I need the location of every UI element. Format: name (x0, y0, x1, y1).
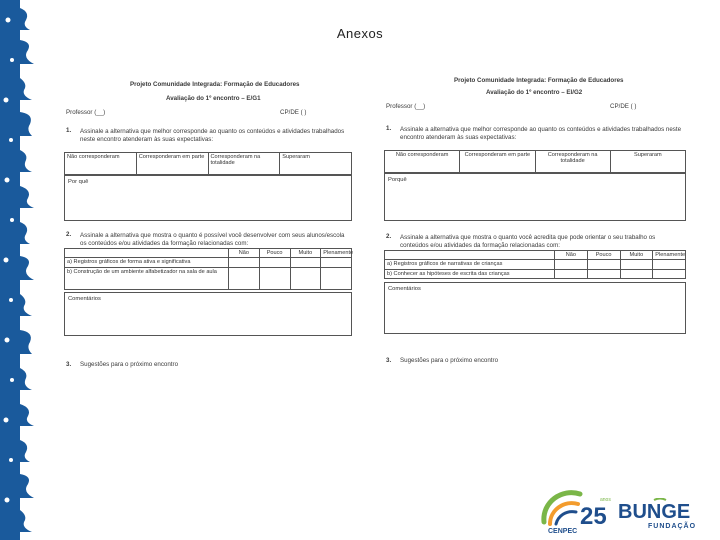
question-2-table (64, 248, 352, 290)
option-cell: Superaram (280, 153, 352, 175)
comments-label: Comentários (388, 286, 421, 292)
professor-field: Professor (__) (66, 109, 106, 116)
option-cell: Corresponderam na totalidade (208, 153, 280, 175)
question-2-text: Assinale a alternativa que mostra o quanto é possível você desenvolver com seus alunos/escola os conteúdos e/ou atividades da formação relacionadas com: (80, 232, 345, 248)
question-number: 1. (386, 125, 392, 132)
column-header: Plenamente (653, 251, 686, 260)
question-3-text: Sugestões para o próximo encontro (400, 357, 499, 364)
question-2-text: Assinale a alternativa que mostra o quanto você acredita que pode orientar o seu trabalho os conteúdos e/ou atividades da formação relacionadas com: (400, 234, 656, 250)
row-text: Conhecer as hipóteses de escrita das crianças (393, 270, 510, 277)
bunge-sub: FUNDAÇÃO (648, 523, 697, 530)
form-subheader: Avaliação do 1º encontro – EI/G2 (486, 89, 583, 96)
question-1-table (64, 152, 352, 175)
row-text: Construção de um ambiente alfabetizador na sala de aula (73, 268, 217, 275)
option-cell: Corresponderam na totalidade (535, 151, 610, 173)
table-row (65, 258, 352, 267)
column-header: Muito (620, 251, 653, 260)
column-header: Não (229, 249, 260, 258)
cenpec-number: 25 (580, 503, 607, 530)
comments-label: Comentários (68, 296, 101, 302)
question-1-text: Assinale a alternativa que melhor corresponde ao quanto os conteúdos e atividades trabalhados neste encontro atenderam às suas expectativas: (400, 126, 682, 142)
question-1-text: Assinale a alternativa que melhor corresponde ao quanto os conteúdos e atividades trabalhados neste encontro atenderam às suas expectativas: (80, 128, 345, 144)
table-row (65, 267, 352, 289)
why-box (64, 175, 352, 221)
column-header: Não (555, 251, 588, 260)
table-row (385, 269, 686, 278)
row-key: b) (67, 268, 72, 275)
question-number: 3. (66, 361, 72, 368)
option-cell: Superaram (610, 151, 685, 173)
column-header: Plenamente (321, 249, 352, 258)
question-number: 3. (386, 357, 392, 364)
question-number: 2. (386, 233, 392, 240)
option-cell: Não corresponderam (65, 153, 137, 175)
why-box (384, 173, 686, 221)
column-header: Pouco (587, 251, 620, 260)
bunge-name: BUNGE (618, 501, 691, 523)
evaluation-form-left (58, 76, 358, 376)
column-header: Muito (290, 249, 321, 258)
comments-box (384, 282, 686, 334)
question-2-table (384, 250, 686, 279)
form-header: Projeto Comunidade Integrada: Formação de Educadores (454, 77, 624, 84)
cenpec-small-text: anos (600, 497, 611, 503)
row-key: a) (387, 261, 392, 268)
row-text: Registros gráficos de narrativas de crianças (393, 261, 503, 268)
question-3-text: Sugestões para o próximo encontro (80, 361, 179, 368)
professor-field: Professor (__) (386, 103, 426, 110)
cp-de-field: CP/DE ( ) (280, 109, 307, 116)
table-row (385, 260, 686, 269)
why-label: Porquê (388, 177, 407, 183)
row-key: b) (387, 270, 392, 277)
option-cell: Corresponderam em parte (136, 153, 208, 175)
why-label: Por quê (68, 179, 89, 185)
question-number: 1. (66, 127, 72, 134)
comments-box (64, 292, 352, 336)
page-title: Anexos (336, 26, 384, 41)
row-text: Registros gráficos de forma ativa e significativa (73, 259, 191, 266)
question-number: 2. (66, 231, 72, 238)
option-cell: Não corresponderam (385, 151, 460, 173)
option-cell: Corresponderam em parte (460, 151, 535, 173)
row-key: a) (67, 259, 72, 266)
cenpec-25-logo (540, 484, 620, 534)
decorative-left-border (0, 0, 44, 540)
column-header: Pouco (259, 249, 290, 258)
fundacao-bunge-logo (618, 498, 704, 530)
question-1-table (384, 150, 686, 173)
cenpec-text: CENPEC (548, 528, 578, 534)
form-subheader: Avaliação do 1º encontro – E/G1 (166, 95, 261, 102)
form-header: Projeto Comunidade Integrada: Formação de Educadores (130, 81, 300, 88)
evaluation-form-right (380, 74, 692, 374)
cp-de-field: CP/DE ( ) (610, 103, 637, 110)
